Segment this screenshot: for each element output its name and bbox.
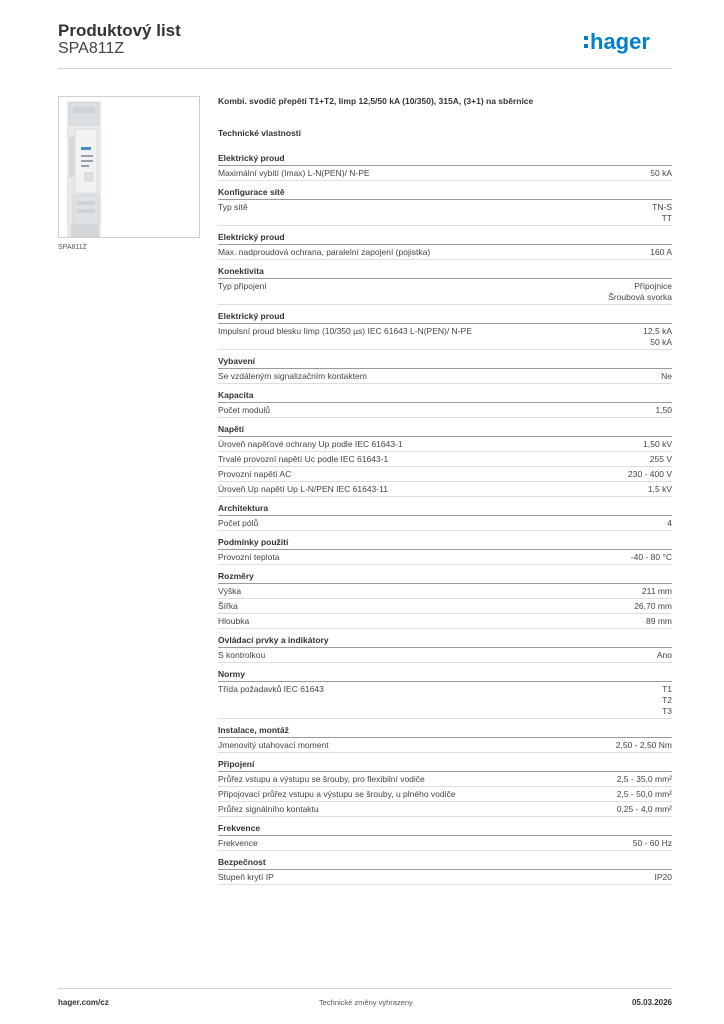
spec-value — [655, 405, 672, 416]
spec-group — [218, 537, 672, 565]
spec-row — [218, 245, 672, 260]
spec-label: Frekvence — [218, 838, 258, 848]
spec-row — [218, 682, 672, 719]
hager-logo — [584, 30, 672, 56]
spec-value-line: -40 - 80 °C — [630, 552, 672, 562]
spec-label: Typ připojení — [218, 281, 267, 291]
spec-value-line: 89 mm — [646, 616, 672, 626]
spec-group — [218, 424, 672, 497]
spec-value — [617, 804, 672, 815]
spec-group-title: Architektura — [218, 503, 672, 516]
spec-group-title: Frekvence — [218, 823, 672, 836]
spec-value-line: Šroubová svorka — [608, 292, 672, 302]
footer-date: 05.03.2026 — [631, 998, 672, 1007]
spec-label: Třída požadavků IEC 61643 — [218, 684, 324, 694]
spec-label: Se vzdáleným signalizačním kontaktem — [218, 371, 367, 381]
spec-group-title: Elektrický proud — [218, 311, 672, 324]
spec-value — [633, 838, 672, 849]
spec-value-line: TN-S — [652, 202, 672, 212]
spec-row — [218, 614, 672, 629]
spec-label: S kontrolkou — [218, 650, 266, 660]
spec-row — [218, 467, 672, 482]
footer-divider — [58, 988, 672, 989]
spec-group — [218, 390, 672, 418]
page-title: Produktový list — [58, 21, 181, 40]
spec-label: Průřez signálního kontaktu — [218, 804, 319, 814]
logo-wordmark: hager — [590, 30, 650, 54]
spec-label: Připojovací průřez vstupu a výstupu se šrouby, u plného vodiče — [218, 789, 456, 799]
spec-value — [657, 650, 672, 661]
spec-value — [667, 518, 672, 529]
spec-label: Typ sítě — [218, 202, 248, 212]
spec-group — [218, 571, 672, 629]
spec-group-title: Kapacita — [218, 390, 672, 403]
spec-group-title: Napětí — [218, 424, 672, 437]
spec-value-line: 211 mm — [641, 586, 672, 596]
spec-value — [650, 168, 672, 179]
spec-value — [643, 439, 672, 450]
spec-row — [218, 772, 672, 787]
spec-label: Provozní napětí AC — [218, 469, 292, 479]
spec-row — [218, 482, 672, 497]
spec-group — [218, 356, 672, 384]
spec-value — [648, 484, 672, 495]
spec-label: Stupeň krytí IP — [218, 872, 274, 882]
spec-row — [218, 166, 672, 181]
spec-group-title: Připojení — [218, 759, 672, 772]
spec-group — [218, 823, 672, 851]
spec-group-title: Instalace, montáž — [218, 725, 672, 738]
spec-value — [608, 281, 672, 303]
spec-group — [218, 187, 672, 226]
spec-label: Úroveň Up napětí Up L-N/PEN IEC 61643-11 — [218, 484, 388, 494]
spec-label: Jmenovitý utahovací moment — [218, 740, 329, 750]
spec-value-line: 4 — [667, 518, 672, 528]
spec-group — [218, 232, 672, 260]
spec-label: Úroveň napěťové ochrany Up podle IEC 61643-1 — [218, 439, 403, 449]
spec-value — [634, 601, 672, 612]
spec-row — [218, 403, 672, 418]
spec-group-title: Konektivita — [218, 266, 672, 279]
spec-value-line: Přípojnice — [634, 281, 672, 291]
spec-group-title: Ovládací prvky a indikátory — [218, 635, 672, 648]
spec-value-line: 230 - 400 V — [628, 469, 672, 479]
spec-group-title: Normy — [218, 669, 672, 682]
spec-value — [646, 616, 672, 627]
spec-value-line: TT — [661, 213, 672, 223]
product-code: SPA811Z — [58, 40, 125, 57]
spec-row — [218, 738, 672, 753]
spec-label: Počet pólů — [218, 518, 259, 528]
spec-groups — [218, 153, 672, 885]
spec-label: Max. nadproudová ochrana, paralelní zapojení (pojistka) — [218, 247, 431, 257]
spec-group — [218, 725, 672, 753]
spec-value — [642, 586, 672, 597]
spec-group-title: Rozměry — [218, 571, 672, 584]
spec-group-title: Bezpečnost — [218, 857, 672, 870]
spec-value-line: 160 A — [650, 247, 672, 257]
spec-row — [218, 200, 672, 226]
spec-row — [218, 836, 672, 851]
header-divider — [58, 68, 672, 69]
spec-value-line: 50 - 60 Hz — [632, 838, 672, 848]
spec-value — [662, 684, 672, 717]
spec-group — [218, 311, 672, 350]
spec-value-line: 0,25 - 4,0 mm² — [616, 804, 672, 814]
spec-row — [218, 369, 672, 384]
spec-group-title: Konfigurace sítě — [218, 187, 672, 200]
spec-row — [218, 802, 672, 817]
spec-row — [218, 787, 672, 802]
spec-value-line: 255 V — [649, 454, 672, 464]
spec-row — [218, 599, 672, 614]
spec-label: Průřez vstupu a výstupu se šrouby, pro flexibilní vodiče — [218, 774, 425, 784]
spec-label: Impulsní proud blesku Iimp (10/350 µs) IEC 61643 L-N(PEN)/ N-PE — [218, 326, 472, 336]
spec-value — [616, 740, 672, 751]
spec-label: Hloubka — [218, 616, 250, 626]
spec-value — [631, 552, 672, 563]
spec-value-line: T3 — [662, 706, 672, 716]
spec-value-line: 1,50 kV — [643, 439, 672, 449]
spec-label: Trvalé provozní napětí Uc podle IEC 61643-1 — [218, 454, 389, 464]
product-description: Kombi. svodič přepětí T1+T2, Iimp 12,5/50 kA (10/350), 315A, (3+1) na sběrnice — [218, 96, 534, 106]
spec-group-title: Elektrický proud — [218, 232, 672, 245]
spec-value-line: T2 — [662, 695, 672, 705]
spec-value — [617, 789, 672, 800]
spec-value — [617, 774, 672, 785]
footer-website: hager.com/cz — [58, 998, 109, 1007]
spec-row — [218, 870, 672, 885]
spec-row — [218, 452, 672, 467]
spec-row — [218, 437, 672, 452]
spec-label: Provozní teplota — [218, 552, 280, 562]
spec-value-line: 1,50 — [655, 405, 672, 415]
spec-group-title: Podmínky použití — [218, 537, 672, 550]
spec-group — [218, 503, 672, 531]
footer-note: Technické změny vyhrazeny — [319, 998, 413, 1007]
product-image-caption: SPA811Z — [58, 244, 87, 251]
spec-value — [650, 247, 672, 258]
spec-group — [218, 635, 672, 663]
spec-value-line: Ano — [656, 650, 672, 660]
spec-group-title: Elektrický proud — [218, 153, 672, 166]
spec-value-line: 1,5 kV — [647, 484, 672, 494]
spec-group-title: Vybavení — [218, 356, 672, 369]
spec-label: Výška — [218, 586, 242, 596]
product-image — [58, 96, 200, 238]
spec-value-line: 2,5 - 35,0 mm² — [616, 774, 672, 784]
spec-value — [628, 469, 672, 480]
spec-value-line: 12,5 kA — [643, 326, 672, 336]
spec-row — [218, 516, 672, 531]
spec-value — [655, 872, 673, 883]
section-title: Technické vlastnosti — [218, 128, 301, 138]
spec-label: Počet modulů — [218, 405, 270, 415]
spec-value-line: 26,70 mm — [634, 601, 672, 611]
spec-value-line: 50 kA — [650, 168, 672, 178]
spec-group — [218, 759, 672, 817]
spec-value — [661, 371, 672, 382]
spec-value-line: 2,5 - 50,0 mm² — [616, 789, 672, 799]
spec-label: Šířka — [218, 601, 238, 611]
spec-value — [650, 454, 672, 465]
spec-group — [218, 153, 672, 181]
spec-value-line: 2,50 - 2,50 Nm — [615, 740, 672, 750]
spec-value-line: 50 kA — [650, 337, 672, 347]
spec-label: Maximální vybití (Imax) L-N(PEN)/ N-PE — [218, 168, 370, 178]
spec-value — [652, 202, 672, 224]
spec-value-line: T1 — [662, 684, 672, 694]
spec-row — [218, 550, 672, 565]
spec-value-line: IP20 — [654, 872, 672, 882]
spec-content — [218, 96, 672, 891]
spec-value-line: Ne — [661, 371, 672, 381]
spec-row — [218, 584, 672, 599]
spec-group — [218, 857, 672, 885]
spec-group — [218, 669, 672, 719]
spec-row — [218, 279, 672, 305]
spec-value — [643, 326, 672, 348]
spec-group — [218, 266, 672, 305]
spec-row — [218, 648, 672, 663]
spec-row — [218, 324, 672, 350]
